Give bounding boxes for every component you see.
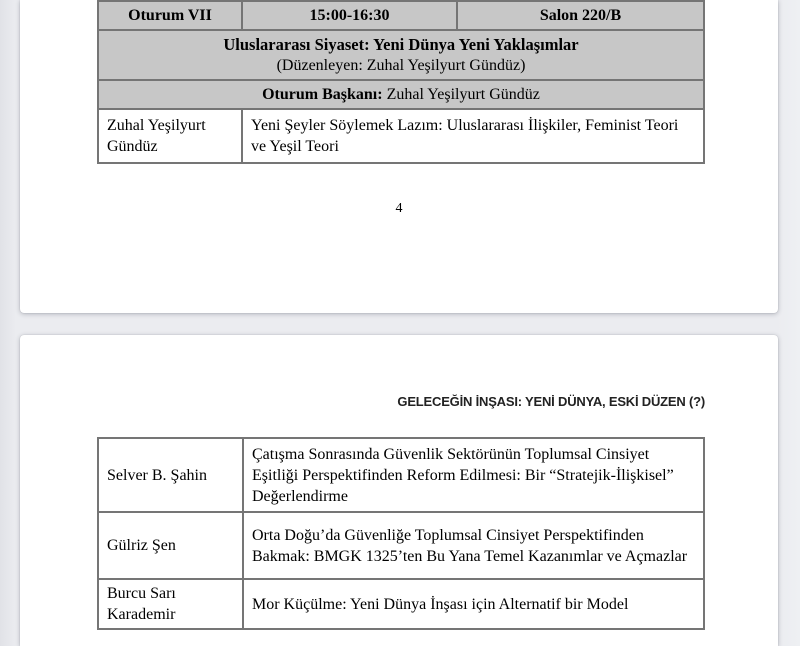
speaker-cell: Selver B. Şahin xyxy=(98,438,243,512)
table-row xyxy=(98,1,704,30)
conference-heading: GELECEĞİN İNŞASI: YENİ DÜNYA, ESKİ DÜZEN (?) xyxy=(397,394,705,409)
time-cell: 15:00-16:30 xyxy=(242,1,457,30)
talk-cell: Mor Küçülme: Yeni Dünya İnşası için Alternatif bir Model xyxy=(243,579,704,629)
page-2 xyxy=(20,335,778,646)
page-1 xyxy=(20,0,778,313)
speaker-cell: Gülriz Şen xyxy=(98,512,243,579)
table-row xyxy=(98,30,704,80)
talk-cell: Yeni Şeyler Söylemek Lazım: Uluslararası İlişkiler, Feminist Teori ve Yeşil Teori xyxy=(242,109,704,163)
chair-label: Oturum Başkanı: xyxy=(262,86,383,103)
talk-cell: Orta Doğu’da Güvenliğe Toplumsal Cinsiyet Perspektifinden Bakmak: BMGK 1325’ten Bu Yana Temel Kazanımlar ve Açmazlar xyxy=(243,512,704,579)
chair-cell xyxy=(98,80,704,109)
room-cell: Salon 220/B xyxy=(457,1,704,30)
table-row xyxy=(98,512,704,579)
session-cell: Oturum VII xyxy=(98,1,242,30)
session-table xyxy=(97,0,705,164)
session-title: Uluslararası Siyaset: Yeni Dünya Yeni Yaklaşımlar xyxy=(223,35,579,54)
table-row xyxy=(98,579,704,629)
session-title-cell xyxy=(98,30,704,80)
speaker-cell: Zuhal Yeşilyurt Gündüz xyxy=(98,109,242,163)
table-row xyxy=(98,109,704,163)
table-row xyxy=(98,80,704,109)
table-row xyxy=(98,438,704,512)
speaker-cell: Burcu Sarı Karademir xyxy=(98,579,243,629)
chair-name: Zuhal Yeşilyurt Gündüz xyxy=(386,86,540,103)
page-number: 4 xyxy=(395,201,403,216)
session-organizer: (Düzenleyen: Zuhal Yeşilyurt Gündüz) xyxy=(276,57,526,74)
talks-table xyxy=(97,437,705,630)
talk-cell: Çatışma Sonrasında Güvenlik Sektörünün Toplumsal Cinsiyet Eşitliği Perspektifinden Reform Edilmesi: Bir “Stratejik-İlişkisel” Değerlendirme xyxy=(243,438,704,512)
